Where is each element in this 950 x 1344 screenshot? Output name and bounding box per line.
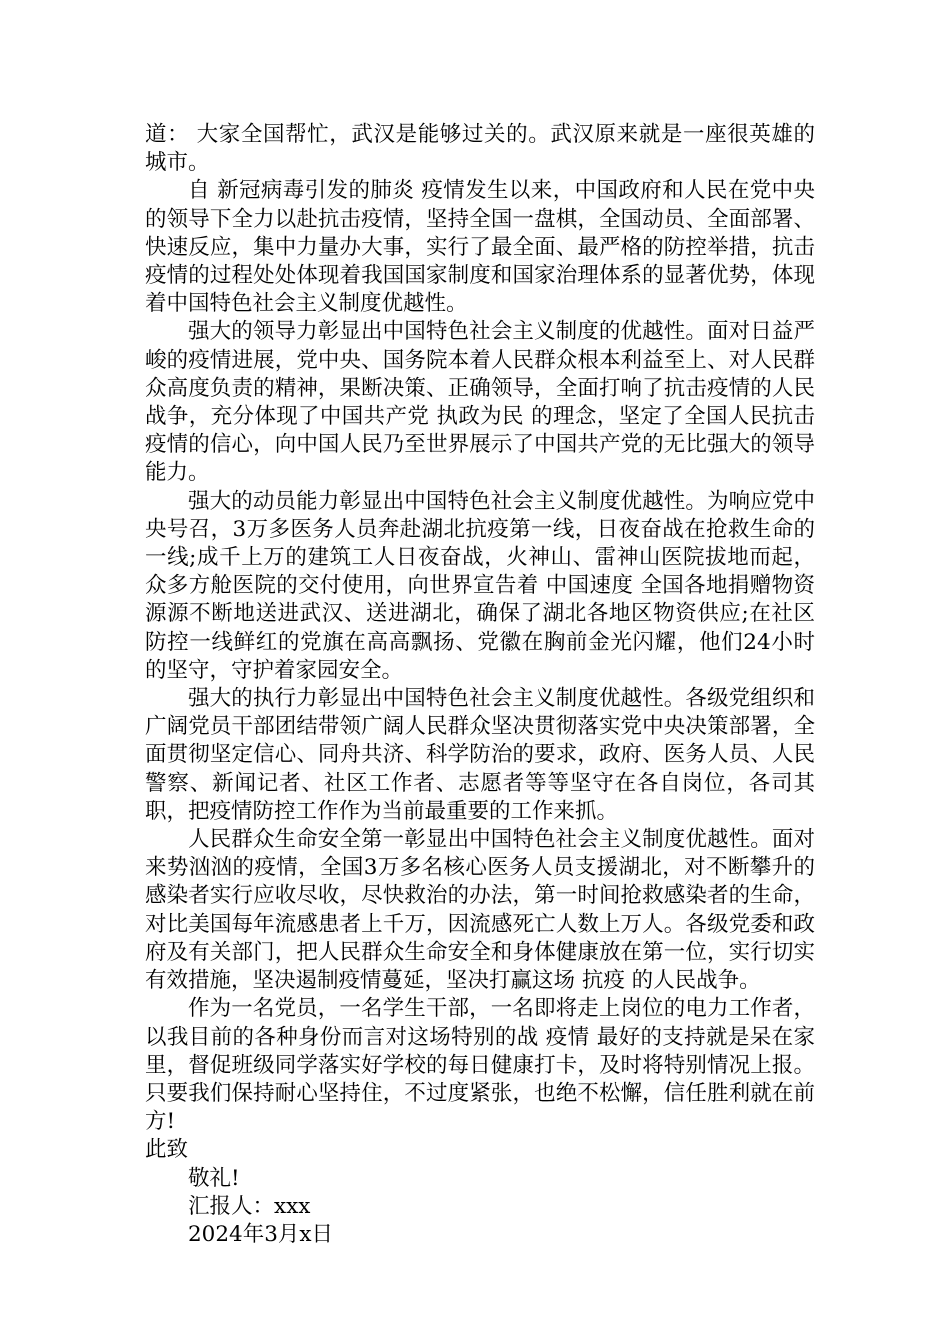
paragraph-5: 强大的执行力彰显出中国特色社会主义制度优越性。各级党组织和广阔党员干部团结带领广阔人民群众坚决贯彻落实党中央决策部署，全面贯彻坚定信心、同舟共济、科学防治的要求，政府、医务人员、人民警察、新闻记者、社区工作者、志愿者等等坚守在各自岗位，各司其职，把疫情防控工作作为当前最重要的工作来抓。 <box>145 686 815 824</box>
reporter-line: 汇报人：xxx <box>188 1193 311 1219</box>
closing-regards: 敬礼! <box>188 1165 240 1191</box>
document-page <box>145 121 815 1249</box>
paragraph-3: 强大的领导力彰显出中国特色社会主义制度的优越性。面对日益严峻的疫情进展，党中央、国务院本着人民群众根本利益至上、对人民群众高度负责的精神，果断决策、正确领导，全面打响了抗击疫情的人民战争，充分体现了中国共产党 执政为民 的理念，坚定了全国人民抗击疫情的信心，向中国人民乃至世界展示了中国共产党的无比强大的领导能力。 <box>145 319 815 486</box>
paragraph-1: 道： 大家全国帮忙，武汉是能够过关的。武汉原来就是一座很英雄的城市。 <box>145 122 815 176</box>
paragraph-6: 人民群众生命安全第一彰显出中国特色社会主义制度优越性。面对来势汹汹的疫情，全国3万多名核心医务人员支援湖北，对不断攀升的感染者实行应收尽收，尽快救治的办法，第一时间抢救感染者的生命，对比美国每年流感患者上千万，因流感死亡人数上万人。各级党委和政府及有关部门，把人民群众生命安全和身体健康放在第一位，实行切实有效措施，坚决遏制疫情蔓延，坚决打赢这场 抗疫 的人民战争。 <box>145 827 815 994</box>
paragraph-7: 作为一名党员，一名学生干部，一名即将走上岗位的电力工作者，以我目前的各种身份而言对这场特别的战 疫情 最好的支持就是呆在家里，督促班级同学落实好学校的每日健康打卡，及时将特别情况上报。只要我们保持耐心坚持住，不过度紧张，也绝不松懈，信任胜利就在前方! <box>145 996 815 1135</box>
paragraph-2: 自 新冠病毒引发的肺炎 疫情发生以来，中国政府和人民在党中央的领导下全力以赴抗击疫情，坚持全国一盘棋，全国动员、全面部署、快速反应，集中力量办大事，实行了最全面、最严格的防控举措，抗击疫情的过程处处体现着我国国家制度和国家治理体系的显著优势，体现着中国特色社会主义制度优越性。 <box>145 178 815 317</box>
date-line: 2024年3月x日 <box>188 1221 334 1247</box>
closing-salutation: 此致 <box>145 1137 189 1163</box>
paragraph-4: 强大的动员能力彰显出中国特色社会主义制度优越性。为响应党中央号召，3万多医务人员奔赴湖北抗疫第一线，日夜奋战在抢救生命的一线;成千上万的建筑工人日夜奋战，火神山、雷神山医院拔地而起，众多方舱医院的交付使用，向世界宣告着 中国速度 全国各地捐赠物资源源不断地送进武汉、送进湖北，确保了湖北各地区物资供应;在社区防控一线鲜红的党旗在高高飘扬、党徽在胸前金光闪耀，他们24小时的坚守，守护着家园安全。 <box>145 488 815 683</box>
